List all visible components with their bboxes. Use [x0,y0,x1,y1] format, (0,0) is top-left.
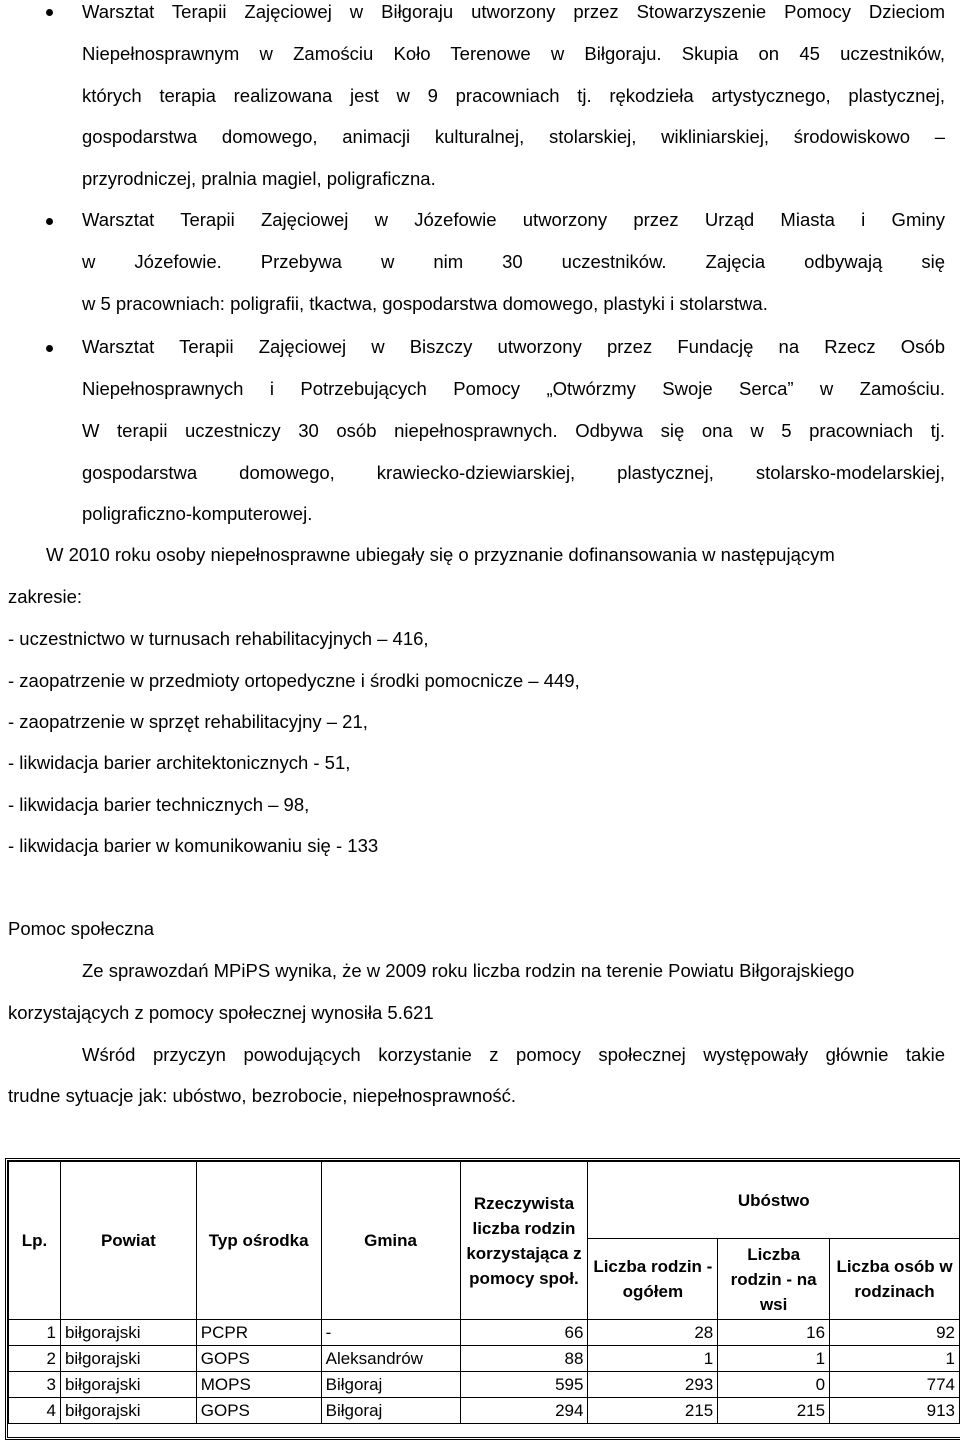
list-item: - zaopatrzenie w przedmioty ortopedyczne i środki pomocnicze – 449, [8,670,580,691]
header-rzeczywista: Rzeczywista liczba rodzin korzystająca z pomocy społ. [460,1162,588,1320]
table-row [9,1398,960,1424]
intro-line: W 2010 roku osoby niepełnosprawne ubiegały się o przyznanie dofinansowania w następującym [46,544,835,565]
list-item: - zaopatrzenie w sprzęt rehabilitacyjny – 21, [8,711,368,732]
text-line: w Józefowie. Przebywa w nim 30 uczestników. Zajęcia odbywają się [82,251,945,272]
data-table [8,1161,960,1424]
table-cell: 294 [460,1398,588,1424]
text-line: w 5 pracowniach: poligrafii, tkactwa, gospodarstwa domowego, plastyki i stolarstwa. [82,293,768,314]
bullet-dot-icon [46,345,53,352]
text-line: Niepełnosprawnych i Potrzebujących Pomocy „Otwórzmy Swoje Serca” w Zamościu. [82,378,945,399]
table-cell: GOPS [196,1346,321,1372]
table-cell: 774 [830,1372,960,1398]
list-item: - likwidacja barier w komunikowaniu się - 133 [8,835,379,856]
paragraph-line: Ze sprawozdań MPiPS wynika, że w 2009 roku liczba rodzin na terenie Powiatu Biłgorajskiego [82,960,855,981]
table-cell: 595 [460,1372,588,1398]
table-cell: biłgorajski [60,1398,196,1424]
list-item: - uczestnictwo w turnusach rehabilitacyjnych – 416, [8,628,429,649]
paragraph-line: korzystających z pomocy społecznej wynosiła 5.621 [8,1002,434,1023]
header-ubostwo: Ubóstwo [588,1162,960,1239]
table-cell: 92 [830,1320,960,1346]
text-line: gospodarstwa domowego, krawiecko-dziewiarskiej, plastycznej, stolarsko-modelarskiej, [82,462,945,483]
section-title: Pomoc społeczna [8,918,155,939]
paragraph-line: trudne sytuacje jak: ubóstwo, bezrobocie, niepełnosprawność. [8,1085,517,1106]
header-osob-rodzinach: Liczba osób w rodzinach [830,1239,960,1320]
header-powiat: Powiat [60,1162,196,1320]
table-cell: 66 [460,1320,588,1346]
table-cell: 1 [830,1346,960,1372]
table-cell: biłgorajski [60,1320,196,1346]
table-cell: Aleksandrów [321,1346,460,1372]
text-line: Warsztat Terapii Zajęciowej w Biszczy utworzony przez Fundację na Rzecz Osób [82,336,945,357]
social-assistance-table [5,1158,960,1440]
text-line: poligraficzno-komputerowej. [82,503,313,524]
text-line: W terapii uczestniczy 30 osób niepełnosprawnych. Odbywa się ona w 5 pracowniach tj. [82,420,945,441]
header-lp: Lp. [9,1162,61,1320]
text-line: przyrodniczej, pralnia magiel, poligraficzna. [82,168,436,189]
header-typ: Typ ośrodka [196,1162,321,1320]
table-row [9,1320,960,1346]
text-line: Warsztat Terapii Zajęciowej w Biłgoraju utworzony przez Stowarzyszenie Pomocy Dzieciom [82,1,945,22]
table-cell: biłgorajski [60,1372,196,1398]
text-line: Warsztat Terapii Zajęciowej w Józefowie utworzony przez Urząd Miasta i Gminy [82,209,945,230]
paragraph-line: Wśród przyczyn powodujących korzystanie z pomocy społecznej występowały głównie takie [82,1044,945,1065]
table-cell: 1 [588,1346,718,1372]
table-cell: 3 [9,1372,61,1398]
header-gmina: Gmina [321,1162,460,1320]
table-cell: 913 [830,1398,960,1424]
table-cell: MOPS [196,1372,321,1398]
header-rodzin-ogolem: Liczba rodzin - ogółem [588,1239,718,1320]
table-cell: 293 [588,1372,718,1398]
table-cell: 88 [460,1346,588,1372]
table-cell: 1 [9,1320,61,1346]
text-line: Niepełnosprawnym w Zamościu Koło Terenowe w Biłgoraju. Skupia on 45 uczestników, [82,43,945,64]
table-cell: 1 [718,1346,830,1372]
table-row [9,1346,960,1372]
text-line: gospodarstwa domowego, animacji kulturalnej, stolarskiej, wikliniarskiej, środowiskowo – [82,126,945,147]
table-cell: 0 [718,1372,830,1398]
table-cell: 215 [718,1398,830,1424]
table-row [9,1372,960,1398]
text-line: których terapia realizowana jest w 9 pracowniach tj. rękodzieła artystycznego, plastycznej, [82,85,945,106]
table-cell: 215 [588,1398,718,1424]
table-cell: Biłgoraj [321,1398,460,1424]
bullet-dot-icon [46,218,53,225]
table-cell: 28 [588,1320,718,1346]
list-item: - likwidacja barier technicznych – 98, [8,794,310,815]
table-cell: GOPS [196,1398,321,1424]
header-rodzin-wsi: Liczba rodzin - na wsi [718,1239,830,1320]
table-cell: 4 [9,1398,61,1424]
bullet-dot-icon [46,9,53,16]
table-cell: PCPR [196,1320,321,1346]
table-cell: - [321,1320,460,1346]
table-cell: Biłgoraj [321,1372,460,1398]
list-item: - likwidacja barier architektonicznych - 51, [8,752,351,773]
table-cell: biłgorajski [60,1346,196,1372]
table-cell: 16 [718,1320,830,1346]
intro-line: zakresie: [8,586,83,607]
table-body [9,1320,960,1424]
table-cell: 2 [9,1346,61,1372]
